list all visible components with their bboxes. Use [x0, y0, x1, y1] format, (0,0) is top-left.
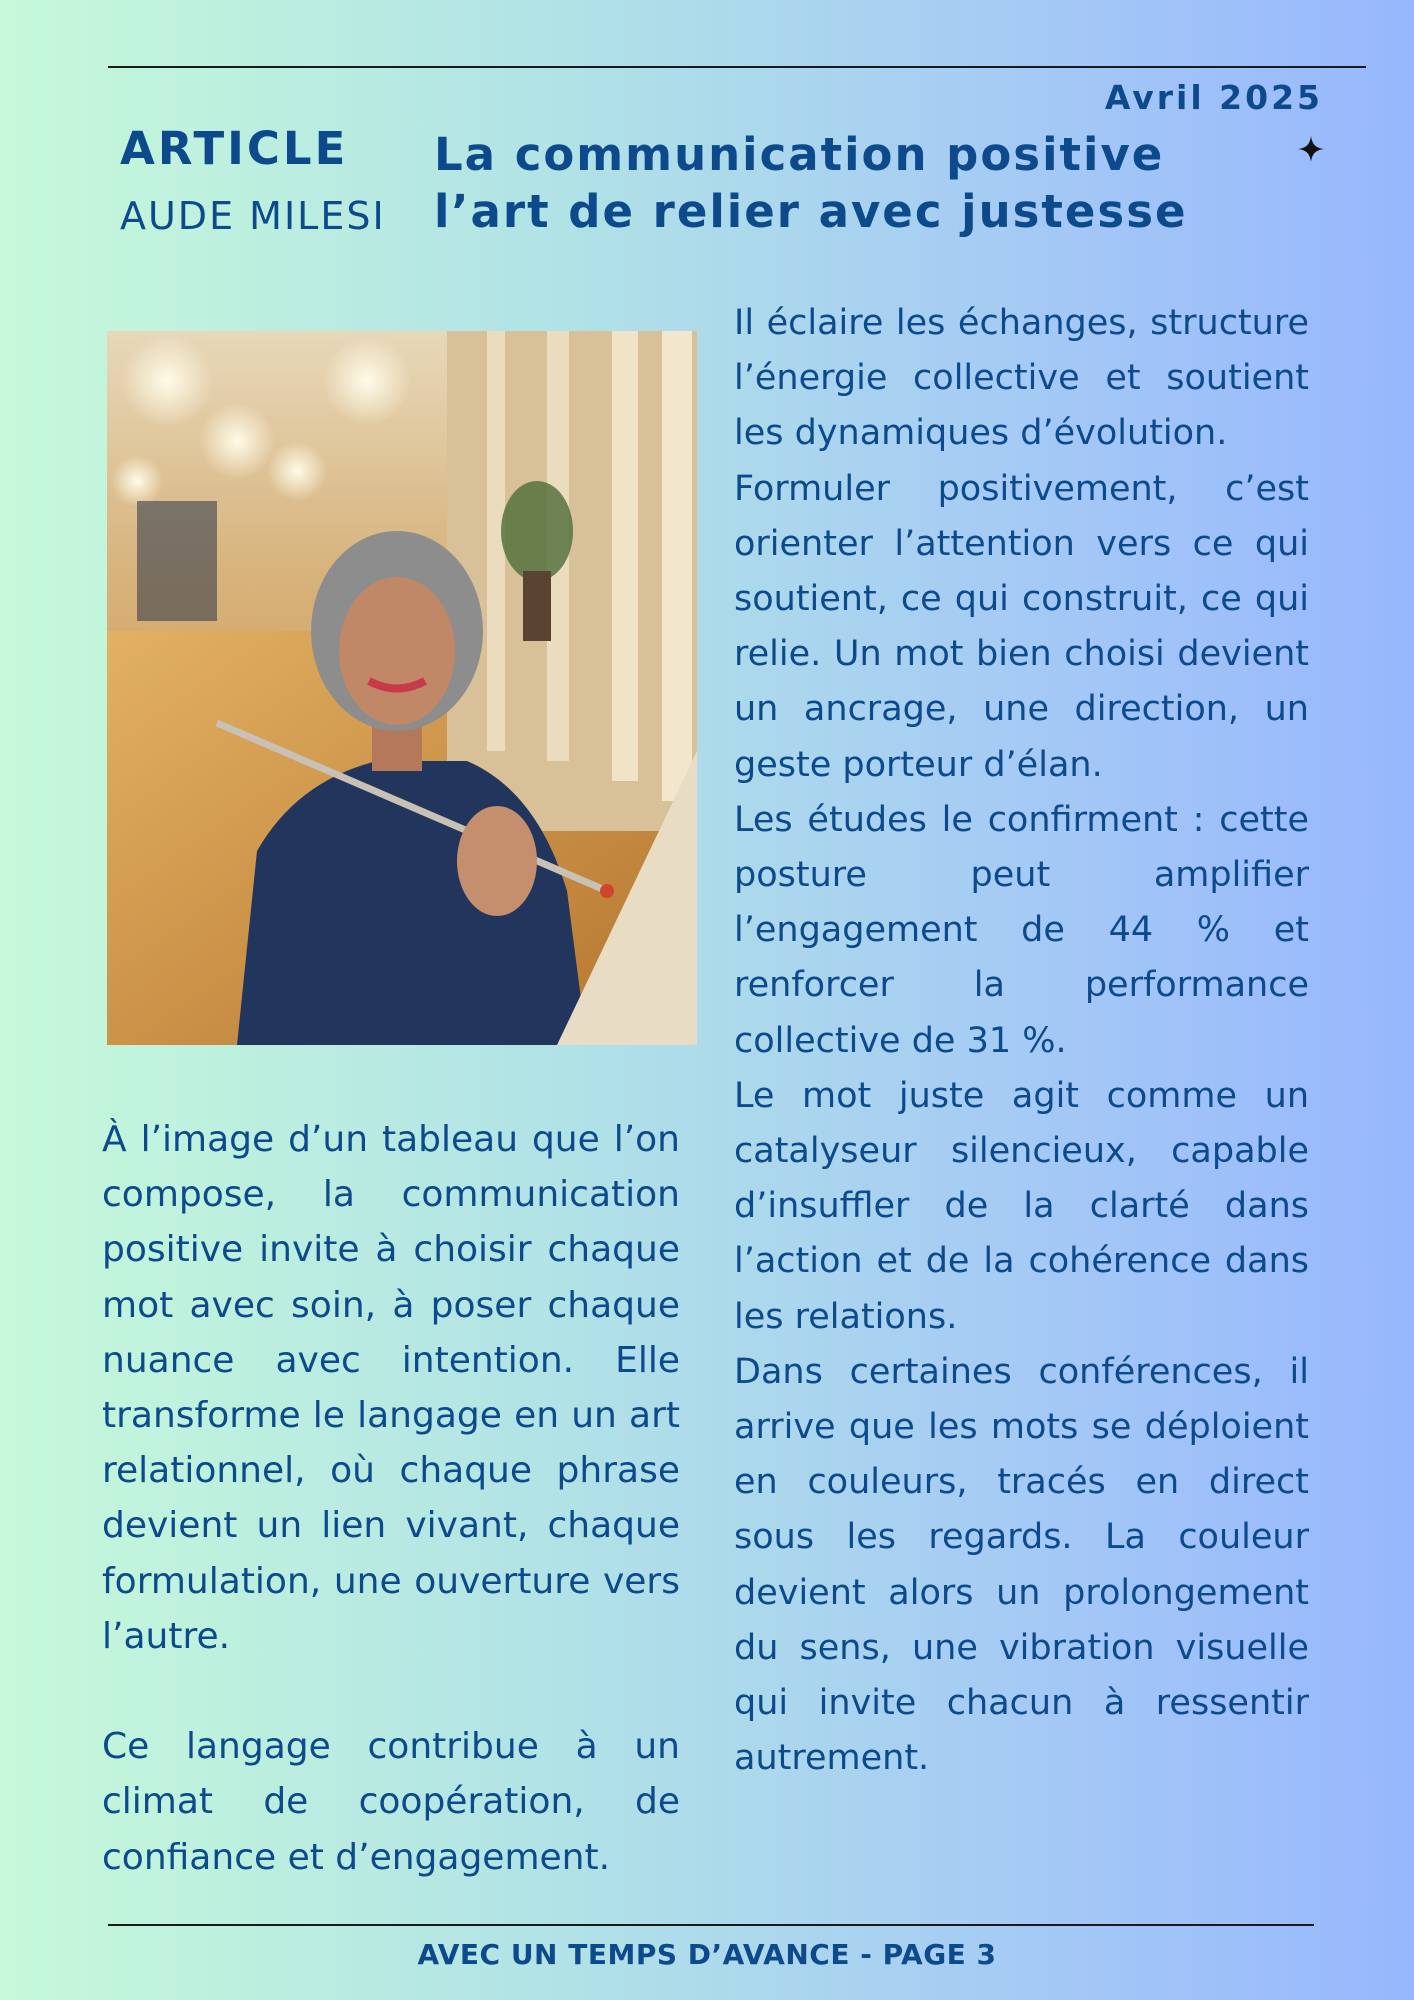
author-portrait-photo	[107, 331, 697, 1045]
body-paragraph: Les études le confirment : cette posture peut amplifier l’engagement de 44 % et renforcer la performance collective de 31 %.	[734, 799, 1309, 1061]
body-paragraph: Il éclaire les échanges, structure l’énergie collective et soutient les dynamiques d’évolution.	[734, 303, 1309, 454]
author-name: AUDE MILESI	[120, 194, 386, 238]
article-right-column	[734, 296, 1309, 1786]
body-paragraph: Dans certaines conférences, il arrive que les mots se déploient en couleurs, tracés en direct sous les regards. La couleur devient alors un prolongement du sens, une vibration visuelle qui invite chacun à ressentir autrement.	[734, 1351, 1309, 1779]
bottom-divider	[108, 1924, 1314, 1926]
body-paragraph: Le mot juste agit comme un catalyseur silencieux, capable d’insuffler de la clarté dans l’action et de la cohérence dans les relations.	[734, 1075, 1309, 1337]
top-divider	[108, 66, 1366, 68]
issue-date: Avril 2025	[1104, 78, 1323, 117]
headline-line-1: La communication positive	[434, 128, 1165, 181]
body-paragraph: Ce langage contribue à un climat de coopération, de confiance et d’engagement.	[102, 1726, 680, 1878]
headline-line-2: l’art de relier avec justesse	[434, 185, 1188, 238]
page-footer: AVEC UN TEMPS D’AVANCE - PAGE 3	[417, 1938, 997, 1971]
body-paragraph: À l’image d’un tableau que l’on compose, la communication positive invite à choisir chaque mot avec soin, à poser chaque nuance avec intention. Elle transforme le langage en un art relationnel, où chaque phrase devient un lien vivant, chaque formulation, une ouverture vers l’autre.	[102, 1119, 680, 1657]
body-paragraph: Formuler positivement, c’est orienter l’attention vers ce qui soutient, ce qui construit, ce qui relie. Un mot bien choisi devient un ancrage, une direction, un geste porteur d’élan.	[734, 468, 1309, 785]
section-label: ARTICLE	[120, 122, 349, 175]
article-left-column	[102, 1112, 680, 1885]
sparkle-icon	[1298, 136, 1324, 162]
article-headline	[434, 126, 1274, 240]
